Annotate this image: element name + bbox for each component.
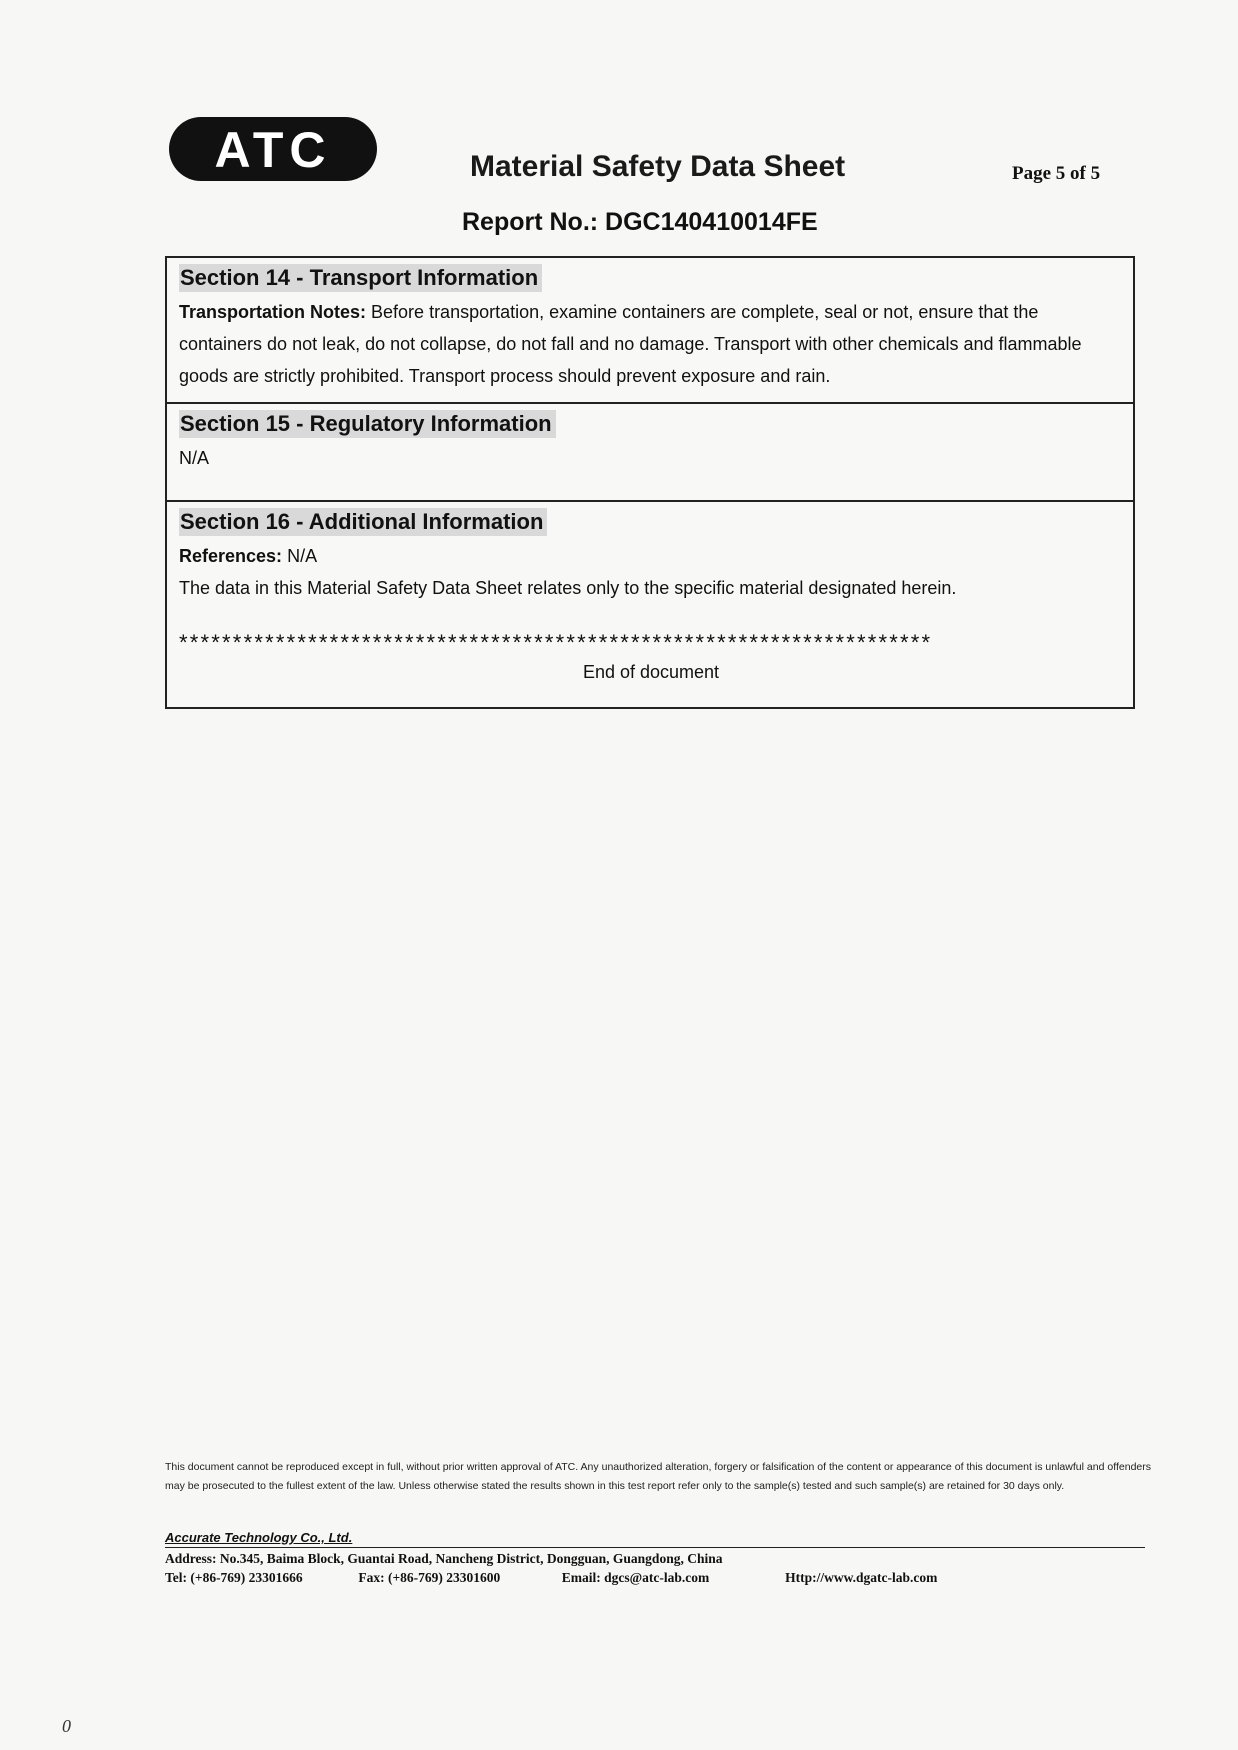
company-contacts (165, 1570, 1145, 1586)
additional-text: The data in this Material Safety Data Sheet relates only to the specific material designated herein. (179, 578, 957, 598)
company-name: Accurate Technology Co., Ltd. (165, 1530, 353, 1545)
company-address: Address: No.345, Baima Block, Guantai Road, Nancheng District, Dongguan, Guangdong, China (165, 1551, 723, 1566)
telephone: Tel: (+86-769) 23301666 (165, 1570, 303, 1585)
page-number: Page 5 of 5 (1012, 163, 1101, 184)
report-number: Report No.: DGC140410014FE (462, 208, 818, 236)
svg-text:ATC: ATC (214, 122, 332, 178)
document-title: Material Safety Data Sheet (470, 150, 846, 183)
asterisk-divider: ********************************************************************** (179, 630, 933, 655)
transport-notes-label: Transportation Notes: (179, 302, 367, 322)
section-14 (167, 258, 1133, 404)
section-16-title: Section 16 - Additional Information (179, 508, 547, 536)
end-of-document: End of document (582, 662, 720, 682)
website: Http://www.dgatc-lab.com (785, 1570, 938, 1585)
section-14-title: Section 14 - Transport Information (179, 264, 542, 292)
transport-notes (179, 296, 1123, 392)
transport-notes-text: Before transportation, examine containers are complete, seal or not, ensure that the containers do not leak, do not collapse, do not fall and no damage. Transport with other chemicals and flammable goods are strictly prohibited. Transport process should prevent exposure and rain. (179, 302, 1082, 386)
email: Email: dgcs@atc-lab.com (561, 1570, 710, 1585)
section-15 (167, 404, 1133, 502)
disclaimer: This document cannot be reproduced except in full, without prior written approval of ATC. Any unauthorized alteration, forgery or falsification of the content or appearance of this document is unlawful and offenders may be prosecuted to the fullest extent of the law. Unless otherwise stated the results shown in this test report refer only to the sample(s) tested and such sample(s) are retained for 30 days only. (165, 1461, 1151, 1492)
atc-logo (168, 116, 378, 182)
footer-rule (165, 1547, 1145, 1548)
references-label: References: (179, 546, 283, 566)
handwritten-mark: 0 (62, 1716, 71, 1736)
section-15-title: Section 15 - Regulatory Information (179, 410, 556, 438)
references-line (179, 540, 1123, 572)
references-value: N/A (287, 546, 318, 566)
regulatory-text: N/A (179, 448, 210, 468)
sections-box (165, 256, 1135, 709)
fax: Fax: (+86-769) 23301600 (358, 1570, 501, 1585)
section-16 (167, 502, 1133, 707)
